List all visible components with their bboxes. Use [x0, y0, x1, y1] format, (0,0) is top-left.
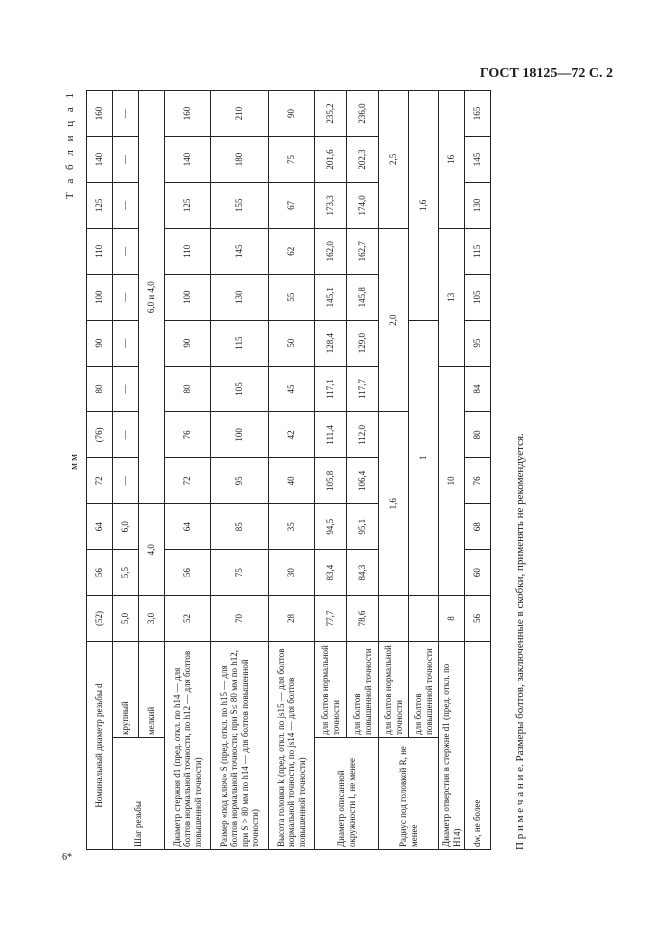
table-cell: 76 — [465, 458, 491, 504]
table-cell: 90 — [165, 320, 211, 366]
table-cell: 129,0 — [347, 320, 379, 366]
e-norm-label: для болтов нормальной точности — [315, 642, 347, 738]
table-cell: 105 — [211, 366, 269, 412]
unit-label: мм — [68, 452, 80, 470]
table-cell: 5,0 — [113, 596, 139, 642]
table-row — [269, 91, 315, 850]
table-cell: 56 — [165, 550, 211, 596]
table-cell: 165 — [465, 91, 491, 137]
table-cell: 115 — [465, 228, 491, 274]
table-cell: (52) — [87, 596, 113, 642]
table-cell: 55 — [269, 274, 315, 320]
table-cell: 40 — [269, 458, 315, 504]
table-cell: 145,1 — [315, 274, 347, 320]
table-cell: 125 — [87, 182, 113, 228]
table-cell: 110 — [87, 228, 113, 274]
coarse-label: крупный — [113, 642, 139, 738]
table-row — [465, 91, 491, 850]
table-cell: 100 — [87, 274, 113, 320]
table-cell: 72 — [87, 458, 113, 504]
table-cell: 130 — [211, 274, 269, 320]
table-cell — [409, 596, 439, 642]
table-cell: 1 — [409, 320, 439, 595]
table-cell: — — [113, 228, 139, 274]
table-cell: 95 — [465, 320, 491, 366]
table-cell: — — [113, 412, 139, 458]
table-cell: 80 — [87, 366, 113, 412]
table-cell: 35 — [269, 504, 315, 550]
table-cell: — — [113, 366, 139, 412]
table-row — [409, 91, 439, 850]
table-cell: 202,3 — [347, 137, 379, 183]
table-cell: 68 — [465, 504, 491, 550]
table-row — [211, 91, 269, 850]
k-label: Высота головки k (пред. откл. по js15 — для болтов нормальной точности, по js14 — для болтов повышенной точности) — [269, 642, 315, 850]
table-row — [139, 91, 165, 850]
table-cell: 125 — [165, 182, 211, 228]
table-caption: Т а б л и ц а 1 — [64, 90, 76, 200]
table-cell: 140 — [87, 137, 113, 183]
table-cell: 201,6 — [315, 137, 347, 183]
table-cell: 4,0 — [139, 504, 165, 596]
table-cell: 130 — [465, 182, 491, 228]
table-cell: 111,4 — [315, 412, 347, 458]
table-cell: 52 — [165, 596, 211, 642]
table-cell: 6,0 — [113, 504, 139, 550]
table-cell: 145 — [465, 137, 491, 183]
table-cell: 64 — [87, 504, 113, 550]
table-cell: 3,0 — [139, 596, 165, 642]
table-cell: 16 — [439, 91, 465, 229]
table-cell: 95,1 — [347, 504, 379, 550]
table-cell: 5,5 — [113, 550, 139, 596]
ds-label: Диаметр стержня d1 (пред. откл. по h14 — для болтов нормальной точности, по h12 — для болтов повышенной точности) — [165, 642, 211, 850]
table-cell: 162,7 — [347, 228, 379, 274]
table-row — [165, 91, 211, 850]
table-cell: 94,5 — [315, 504, 347, 550]
rotated-table-block — [64, 90, 526, 850]
table-cell: 10 — [439, 366, 465, 596]
dw-label: dw, не более — [465, 642, 491, 850]
table-cell: 105 — [465, 274, 491, 320]
table-cell: 236,0 — [347, 91, 379, 137]
e-label: Диаметр описанной окружности l, не менее — [315, 738, 379, 850]
table-cell: 50 — [269, 320, 315, 366]
table-cell: 162,0 — [315, 228, 347, 274]
table-row — [347, 91, 379, 850]
e-high-label: для болтов повышенной точности — [347, 642, 379, 738]
table-cell: 62 — [269, 228, 315, 274]
table-cell: — — [113, 274, 139, 320]
r-high-label: для болтов повышенной точности — [409, 642, 439, 738]
table-cell: 180 — [211, 137, 269, 183]
table-cell: 128,4 — [315, 320, 347, 366]
s-label: Размер «под ключ» S (пред. откл. по h15 — для болтов нормальной точности; при S≤ 80 мм по h12, при S > 80 мм по h14 — для болтов повышенной точности) — [211, 642, 269, 850]
table-cell: — — [113, 320, 139, 366]
table-row — [379, 91, 409, 850]
table-cell: 160 — [165, 91, 211, 137]
page-mark: 6* — [62, 852, 72, 863]
table-cell: 160 — [87, 91, 113, 137]
table-cell: 2,0 — [379, 228, 409, 412]
table-cell: 95 — [211, 458, 269, 504]
table-cell: — — [113, 91, 139, 137]
table-cell: 105,8 — [315, 458, 347, 504]
table-cell: 75 — [269, 137, 315, 183]
pitch-label: Шаг резьбы — [113, 738, 165, 850]
table-cell: 173,3 — [315, 182, 347, 228]
table-cell: 155 — [211, 182, 269, 228]
table-cell — [379, 596, 409, 642]
d-label: Номинальный диаметр резьбы d — [87, 642, 113, 850]
table-row — [315, 91, 347, 850]
table-cell: — — [113, 458, 139, 504]
table-cell: 72 — [165, 458, 211, 504]
table-cell: 1,6 — [409, 91, 439, 321]
table-row — [87, 91, 113, 850]
r-label: Радиус под головкой R, не менее — [379, 738, 439, 850]
table-cell: 174,0 — [347, 182, 379, 228]
table-cell: 64 — [165, 504, 211, 550]
table-cell: 8 — [439, 596, 465, 642]
table-cell: 70 — [211, 596, 269, 642]
table-note: П р и м е ч а н и е. Размеры болтов, заключенные в скобки, применять не рекомендуется. — [514, 433, 526, 850]
table-cell: 67 — [269, 182, 315, 228]
table-cell: 75 — [211, 550, 269, 596]
table-cell: 80 — [465, 412, 491, 458]
table-cell: — — [113, 182, 139, 228]
table-cell: 90 — [269, 91, 315, 137]
table-cell: 83,4 — [315, 550, 347, 596]
table-cell: 80 — [165, 366, 211, 412]
table-cell: — — [113, 137, 139, 183]
table-cell: 90 — [87, 320, 113, 366]
table-cell: 84 — [465, 366, 491, 412]
r-norm-label: для болтов нормальной точности — [379, 642, 409, 738]
table-cell: 117,7 — [347, 366, 379, 412]
dimensions-table — [86, 90, 491, 850]
table-cell: 115 — [211, 320, 269, 366]
table-cell: 60 — [465, 550, 491, 596]
table-cell: 210 — [211, 91, 269, 137]
table-cell: 30 — [269, 550, 315, 596]
table-cell: 28 — [269, 596, 315, 642]
table-cell: 100 — [165, 274, 211, 320]
table-row — [439, 91, 465, 850]
fine-label: мелкий — [139, 642, 165, 738]
table-cell: 6,0 и 4,0 — [139, 91, 165, 504]
table-cell: 13 — [439, 228, 465, 366]
table-cell: (76) — [87, 412, 113, 458]
table-cell: 145,8 — [347, 274, 379, 320]
table-row — [113, 91, 139, 850]
table-cell: 110 — [165, 228, 211, 274]
table-cell: 1,6 — [379, 412, 409, 596]
table-cell: 77,7 — [315, 596, 347, 642]
hole-label: Диаметр отверстия в стержне d1 (пред. откл. по H14) — [439, 642, 465, 850]
table-cell: 56 — [465, 596, 491, 642]
table-cell: 117,1 — [315, 366, 347, 412]
table-cell: 76 — [165, 412, 211, 458]
table-cell: 45 — [269, 366, 315, 412]
table-cell: 140 — [165, 137, 211, 183]
table-cell: 56 — [87, 550, 113, 596]
table-cell: 84,3 — [347, 550, 379, 596]
table-cell: 106,4 — [347, 458, 379, 504]
document-header: ГОСТ 18125—72 С. 2 — [479, 66, 613, 81]
table-cell: 85 — [211, 504, 269, 550]
table-cell: 42 — [269, 412, 315, 458]
table-cell: 2,5 — [379, 91, 409, 229]
table-cell: 100 — [211, 412, 269, 458]
table-cell: 145 — [211, 228, 269, 274]
table-cell: 78,6 — [347, 596, 379, 642]
table-cell: 112,0 — [347, 412, 379, 458]
table-cell: 235,2 — [315, 91, 347, 137]
